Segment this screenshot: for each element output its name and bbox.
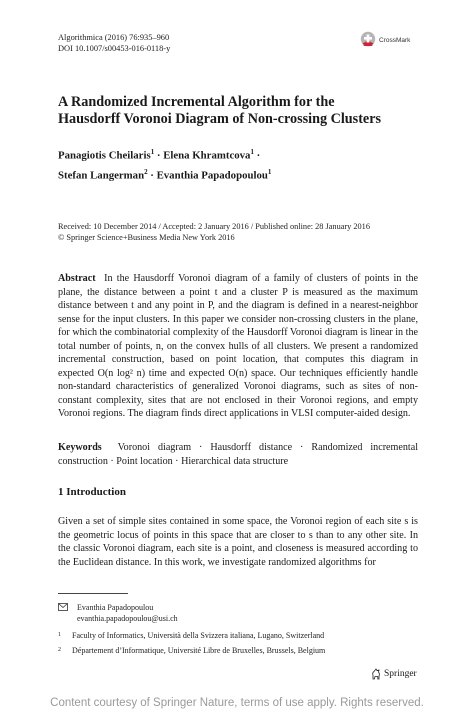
springer-horse-icon [371, 668, 381, 680]
affiliation-2 [58, 645, 438, 656]
affiliation-text: Département d’Informatique, Université Libre de Bruxelles, Brussels, Belgium [72, 646, 326, 655]
affiliation-1 [58, 630, 438, 641]
section-heading [58, 486, 126, 498]
copyright-notice: © Springer Science+Business Media New York 2016 [58, 233, 235, 242]
author-list [58, 144, 418, 183]
author-separator: · [154, 149, 164, 162]
journal-citation: Algorithmica (2016) 76:935–960 [58, 33, 170, 42]
springer-label: Springer [384, 669, 417, 679]
section-title: Introduction [66, 486, 126, 498]
author-separator: · [253, 149, 261, 162]
journal-doi[interactable]: DOI 10.1007/s00453-016-0118-y [58, 44, 171, 53]
section-number: 1 [58, 486, 64, 498]
affiliation-text: Faculty of Informatics, Università della Svizzera italiana, Lugano, Switzerland [72, 631, 325, 640]
author-separator: · [147, 169, 157, 182]
author-name: Elena Khramtcova [163, 149, 251, 162]
author-affiliation-mark: 1 [150, 148, 155, 156]
footnote-divider [58, 593, 128, 594]
author-affiliation-mark: 2 [144, 167, 148, 176]
author-name: Evanthia Papadopoulou [156, 169, 268, 182]
keywords-text: Voronoi diagram · Hausdorff distance · Randomized incremental construction · Point location · Hierarchical data structure [58, 442, 418, 467]
abstract [58, 272, 418, 421]
keywords [58, 441, 418, 468]
abstract-label: Abstract [58, 273, 96, 284]
author-affiliation-mark: 1 [250, 148, 254, 156]
corresponding-name: Evanthia Papadopoulou [77, 603, 154, 612]
title-line-1: A Randomized Incremental Algorithm for the [58, 94, 335, 110]
courtesy-notice: Content courtesy of Springer Nature, terms of use apply. Rights reserved. [50, 697, 424, 709]
publication-history [58, 221, 418, 243]
corresponding-email[interactable]: evanthia.papadopoulou@usi.ch [77, 614, 178, 623]
author-line-1 [58, 144, 418, 164]
title-line-2: Hausdorff Voronoi Diagram of Non-crossing Clusters [58, 111, 382, 127]
keywords-label: Keywords [58, 442, 102, 453]
intro-paragraph: Given a set of simple sites contained in some space, the Voronoi region of each site s is the geometric locus of points in this space that are closer to s than to any other site. In the classic Voronoi diagram, each site is a point, and closeness is measured according to the Euclidean distance. In this work, we investigate randomized algorithms for [58, 516, 418, 568]
crossmark-label: CrossMark [379, 36, 411, 44]
crossmark-icon [360, 31, 376, 49]
author-name: Panagiotis Cheilaris [58, 149, 151, 162]
paper-title [58, 94, 418, 128]
affiliation-number: 1 [58, 632, 61, 638]
author-name: Stefan Langerman [58, 169, 145, 182]
journal-info [58, 32, 170, 54]
envelope-icon [58, 603, 68, 611]
affiliation-number: 2 [58, 647, 61, 653]
springer-logo [371, 668, 417, 680]
author-line-2 [58, 164, 418, 184]
abstract-text: In the Hausdorff Voronoi diagram of a family of clusters of points in the plane, the distance between a point t and a cluster P is measured as the maximum distance between t and any point in P, and the diagram is defined in a nearest-neighbor sense for the input clusters. In this paper we consider non-crossing clusters in the plane, for which the combinatorial complexity of the Hausdorff Voronoi diagram is linear in the total number of points, n, on the convex hulls of all clusters. We present a randomized incremental construction, based on point location, that computes this diagram in expected O(n log² n) time and expected O(n) space. Our techniques efficiently handle non-standard characteristics of generalized Voronoi diagrams, such as sites of non-constant complexity, sites that are not enclosed in their Voronoi regions, and empty Voronoi regions. The diagram finds direct applications in VLSI computer-aided design. [58, 273, 418, 420]
received-dates: Received: 10 December 2014 / Accepted: 2 January 2016 / Published online: 28 January 2016 [58, 222, 370, 231]
author-affiliation-mark: 1 [267, 167, 272, 176]
crossmark-badge[interactable] [360, 30, 430, 50]
corresponding-author [58, 602, 178, 624]
